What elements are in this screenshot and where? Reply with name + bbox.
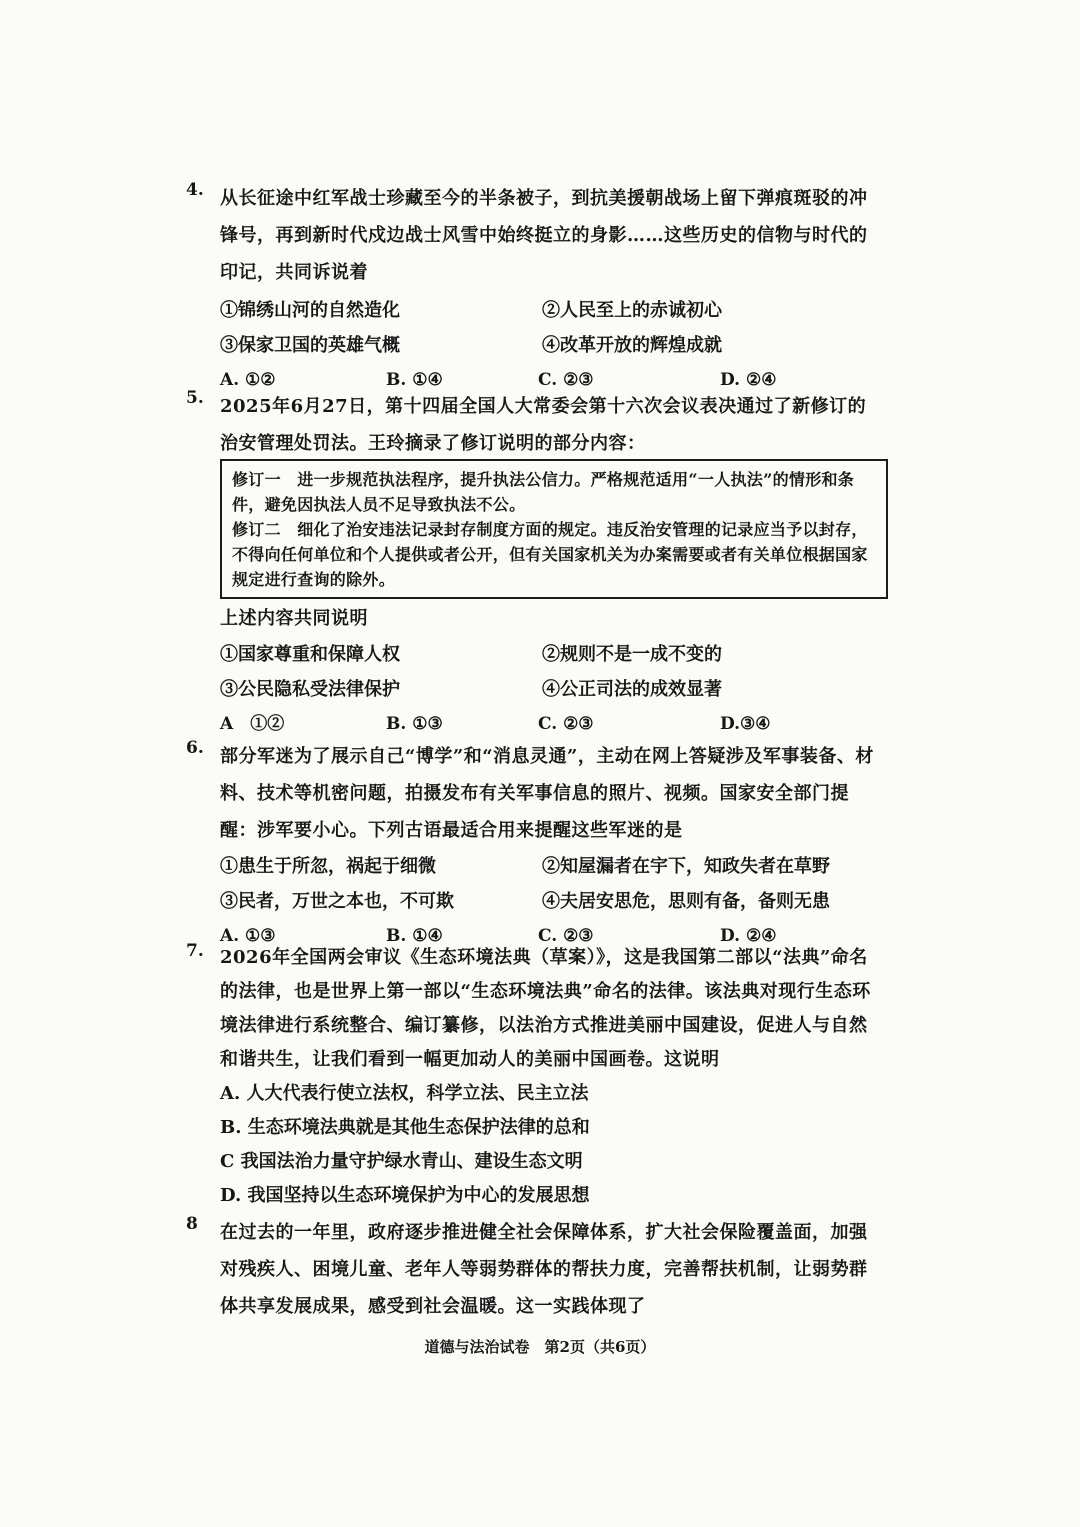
- choice-c: C. ②③: [538, 926, 594, 946]
- choice-a: A ①②: [220, 714, 285, 734]
- statement-item: ②规则不是一成不变的: [542, 644, 722, 665]
- statement-item: ①患生于所忽，祸起于细微: [220, 856, 436, 877]
- question-number: 7.: [186, 941, 204, 961]
- choice-d: D. ②④: [720, 926, 777, 946]
- question-8: [186, 1214, 876, 1325]
- question-number: 5.: [186, 388, 204, 408]
- choice-d: D. 我国坚持以生态环境保护为中心的发展思想: [220, 1185, 590, 1206]
- choice-a: A. 人大代表行使立法权，科学立法、民主立法: [220, 1083, 589, 1104]
- question-number: 8: [186, 1214, 198, 1234]
- statement-list: [220, 293, 876, 363]
- choice-a: A. ①②: [220, 370, 276, 390]
- question-7: [186, 941, 876, 1213]
- statement-item: ③公民隐私受法律保护: [220, 679, 400, 700]
- choice-d: D. ②④: [720, 370, 777, 390]
- choice-b: B. ①③: [386, 714, 443, 734]
- choice-a: A. ①③: [220, 926, 276, 946]
- choice-d: D.③④: [720, 714, 771, 734]
- question-6: [186, 738, 876, 954]
- revision-two: 修订二 细化了治安违法记录封存制度方面的规定。违反治安管理的记录应当予以封存，不得向任何单位和个人提供或者公开，但有关国家机关为办案需要或者有关单位根据国家规定进行查询的除外。: [232, 520, 868, 589]
- statement-item: ①锦绣山河的自然造化: [220, 300, 400, 321]
- question-stem: 在过去的一年里，政府逐步推进健全社会保障体系，扩大社会保险覆盖面，加强对残疾人、困境儿童、老年人等弱势群体的帮扶力度，完善帮扶机制，让弱势群体共享发展成果，感受到社会温暖。这一实践体现了: [220, 1222, 868, 1317]
- choice-c: C. ②③: [538, 714, 594, 734]
- statement-item: ②知屋漏者在宇下，知政失者在草野: [542, 856, 830, 877]
- revision-one: 修订一 进一步规范执法程序，提升执法公信力。严格规范适用“一人执法”的情形和条件，避免因执法人员不足导致执法不公。: [232, 470, 855, 514]
- statement-list: [220, 637, 876, 707]
- statement-item: ④夫居安思危，思则有备，备则无患: [542, 891, 830, 912]
- choice-list: [220, 1077, 876, 1213]
- question-stem: 从长征途中红军战士珍藏至今的半条被子，到抗美援朝战场上留下弹痕斑驳的冲锋号，再到新时代戍边战士风雪中始终挺立的身影……这些历史的信物与时代的印记，共同诉说着: [220, 188, 868, 283]
- choice-list: [220, 707, 876, 742]
- statement-item: ③民者，万世之本也，不可欺: [220, 891, 454, 912]
- choice-c: C 我国法治力量守护绿水青山、建设生态文明: [220, 1151, 583, 1172]
- statement-item: ①国家尊重和保障人权: [220, 644, 400, 665]
- statement-list: [220, 849, 876, 919]
- statement-item: ②人民至上的赤诚初心: [542, 300, 722, 321]
- question-4: [186, 180, 876, 398]
- revision-excerpt-box: [220, 459, 888, 599]
- question-5: [186, 388, 876, 462]
- question-prompt: 上述内容共同说明: [220, 608, 368, 629]
- statement-item: ③保家卫国的英雄气概: [220, 335, 400, 356]
- choice-b: B. ①④: [386, 370, 443, 390]
- question-stem: 2025年6月27日，第十四届全国人大常委会第十六次会议表决通过了新修订的治安管理处罚法。王玲摘录了修订说明的部分内容：: [220, 396, 867, 454]
- question-5-options: [186, 600, 876, 742]
- choice-b: B. 生态环境法典就是其他生态保护法律的总和: [220, 1117, 590, 1138]
- statement-item: ④改革开放的辉煌成就: [542, 335, 722, 356]
- page-footer: 道德与法治试卷 第2页（共6页）: [424, 1338, 656, 1356]
- question-number: 6.: [186, 738, 204, 758]
- choice-b: B. ①④: [386, 926, 443, 946]
- question-number: 4.: [186, 180, 204, 200]
- choice-c: C. ②③: [538, 370, 594, 390]
- question-stem: 部分军迷为了展示自己“博学”和“消息灵通”，主动在网上答疑涉及军事装备、材料、技术等机密问题，拍摄发布有关军事信息的照片、视频。国家安全部门提醒：涉军要小心。下列古语最适合用来提醒这些军迷的是: [220, 746, 874, 841]
- statement-item: ④公正司法的成效显著: [542, 679, 722, 700]
- question-stem: 2026年全国两会审议《生态环境法典（草案）》，这是我国第二部以“法典”命名的法律，也是世界上第一部以“生态环境法典”命名的法律。该法典对现行生态环境法律进行系统整合、编订纂修，以法治方式推进美丽中国建设，促进人与自然和谐共生，让我们看到一幅更加动人的美丽中国画卷。这说明: [220, 947, 871, 1070]
